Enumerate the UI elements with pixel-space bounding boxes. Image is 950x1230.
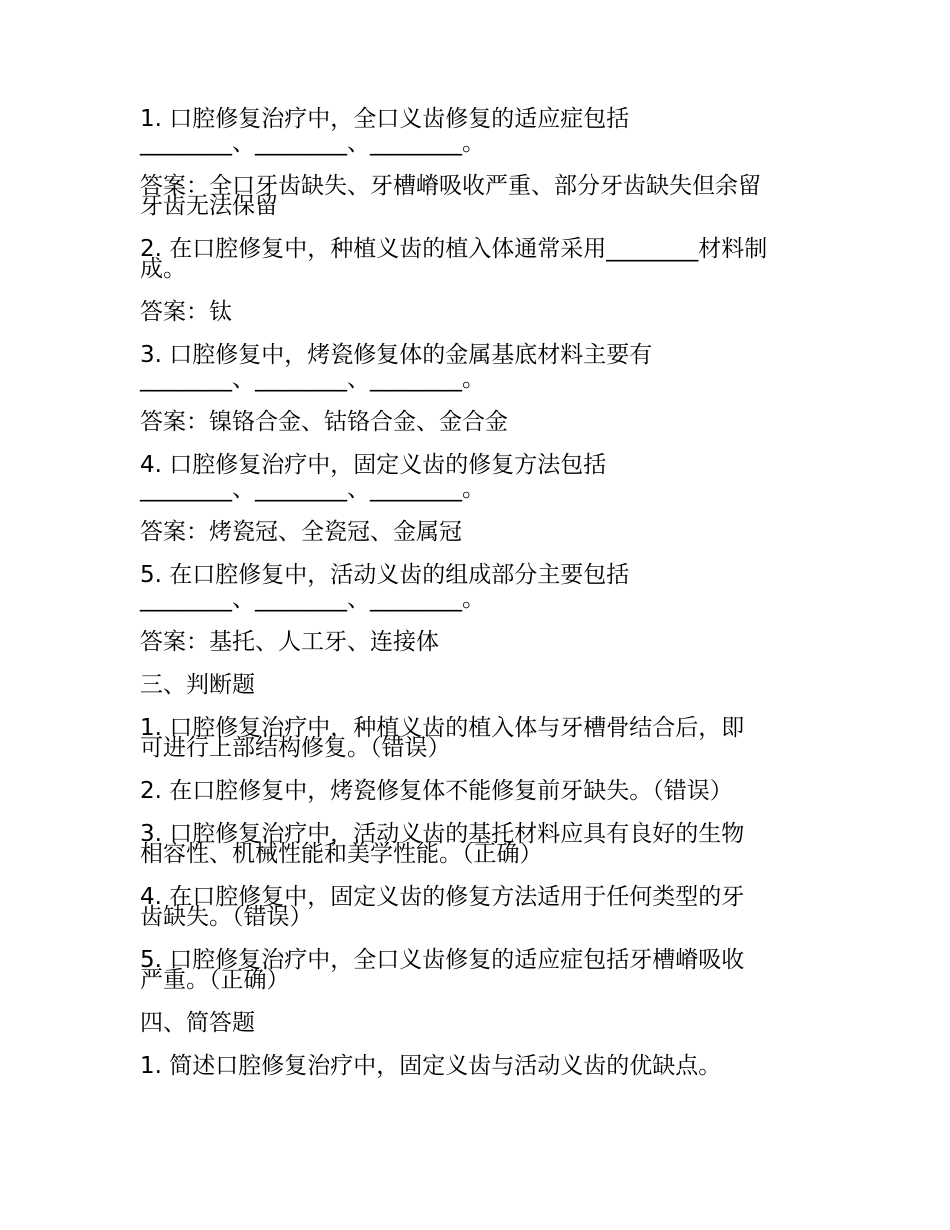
question-line: 2. 在口腔修复中，种植义齿的植入体通常采用________材料制 xyxy=(140,236,768,262)
question-line: 1. 口腔修复治疗中，种植义齿的植入体与牙槽骨结合后，即 xyxy=(140,715,745,741)
answer-line: 答案：基托、人工牙、连接体 xyxy=(140,629,439,655)
question-line: 5. 在口腔修复中，活动义齿的组成部分主要包括 xyxy=(140,562,630,588)
tf-question-1 xyxy=(140,716,820,760)
question-blanks: ________、________、________。 xyxy=(140,130,485,156)
question-line: 严重。（正确） xyxy=(140,967,290,993)
question-line: 成。 xyxy=(140,256,186,282)
question-line: 1. 简述口腔修复治疗中，固定义齿与活动义齿的优缺点。 xyxy=(140,1053,722,1079)
question-line: 相容性、机械性能和美学性能。（正确） xyxy=(140,841,543,867)
question-line: 5. 口腔修复治疗中，全口义齿修复的适应症包括牙槽嵴吸收 xyxy=(140,947,745,973)
answer-line: 牙齿无法保留 xyxy=(140,193,278,219)
answer-line: 答案：镍铬合金、钴铬合金、金合金 xyxy=(140,409,508,435)
answer-line: 答案：全口牙齿缺失、牙槽嵴吸收严重、部分牙齿缺失但余留 xyxy=(140,173,761,199)
short-answer-question-1 xyxy=(140,1054,820,1078)
answer-line: 答案：钛 xyxy=(140,299,232,325)
fill-question-1 xyxy=(140,107,820,155)
document-page xyxy=(140,107,820,1097)
question-blanks: ________、________、________。 xyxy=(140,586,485,612)
question-blanks: ________、________、________。 xyxy=(140,476,485,502)
question-line: 可进行上部结构修复。（错误） xyxy=(140,735,451,761)
tf-question-4 xyxy=(140,885,820,929)
answer-4 xyxy=(140,520,820,544)
question-line: 2. 在口腔修复中，烤瓷修复体不能修复前牙缺失。（错误） xyxy=(140,778,733,804)
answer-5 xyxy=(140,630,820,654)
question-line: 齿缺失。（错误） xyxy=(140,904,313,930)
tf-question-2 xyxy=(140,779,820,803)
question-line: 3. 口腔修复治疗中，活动义齿的基托材料应具有良好的生物 xyxy=(140,821,745,847)
fill-question-3 xyxy=(140,343,820,391)
question-line: 4. 口腔修复治疗中，固定义齿的修复方法包括 xyxy=(140,452,607,478)
answer-1 xyxy=(140,174,820,218)
question-line: 1. 口腔修复治疗中，全口义齿修复的适应症包括 xyxy=(140,106,630,132)
tf-question-3 xyxy=(140,822,820,866)
question-line: 4. 在口腔修复中，固定义齿的修复方法适用于任何类型的牙 xyxy=(140,884,745,910)
section-heading: 四、简答题 xyxy=(140,1010,255,1036)
fill-question-2 xyxy=(140,237,820,281)
section-heading-true-false xyxy=(140,673,820,697)
answer-line: 答案：烤瓷冠、全瓷冠、金属冠 xyxy=(140,519,462,545)
question-line: 3. 口腔修复中，烤瓷修复体的金属基底材料主要有 xyxy=(140,342,653,368)
answer-2 xyxy=(140,300,820,324)
fill-question-5 xyxy=(140,563,820,611)
section-heading: 三、判断题 xyxy=(140,672,255,698)
question-blanks: ________、________、________。 xyxy=(140,366,485,392)
section-heading-short-answer xyxy=(140,1011,820,1035)
fill-question-4 xyxy=(140,453,820,501)
answer-3 xyxy=(140,410,820,434)
tf-question-5 xyxy=(140,948,820,992)
